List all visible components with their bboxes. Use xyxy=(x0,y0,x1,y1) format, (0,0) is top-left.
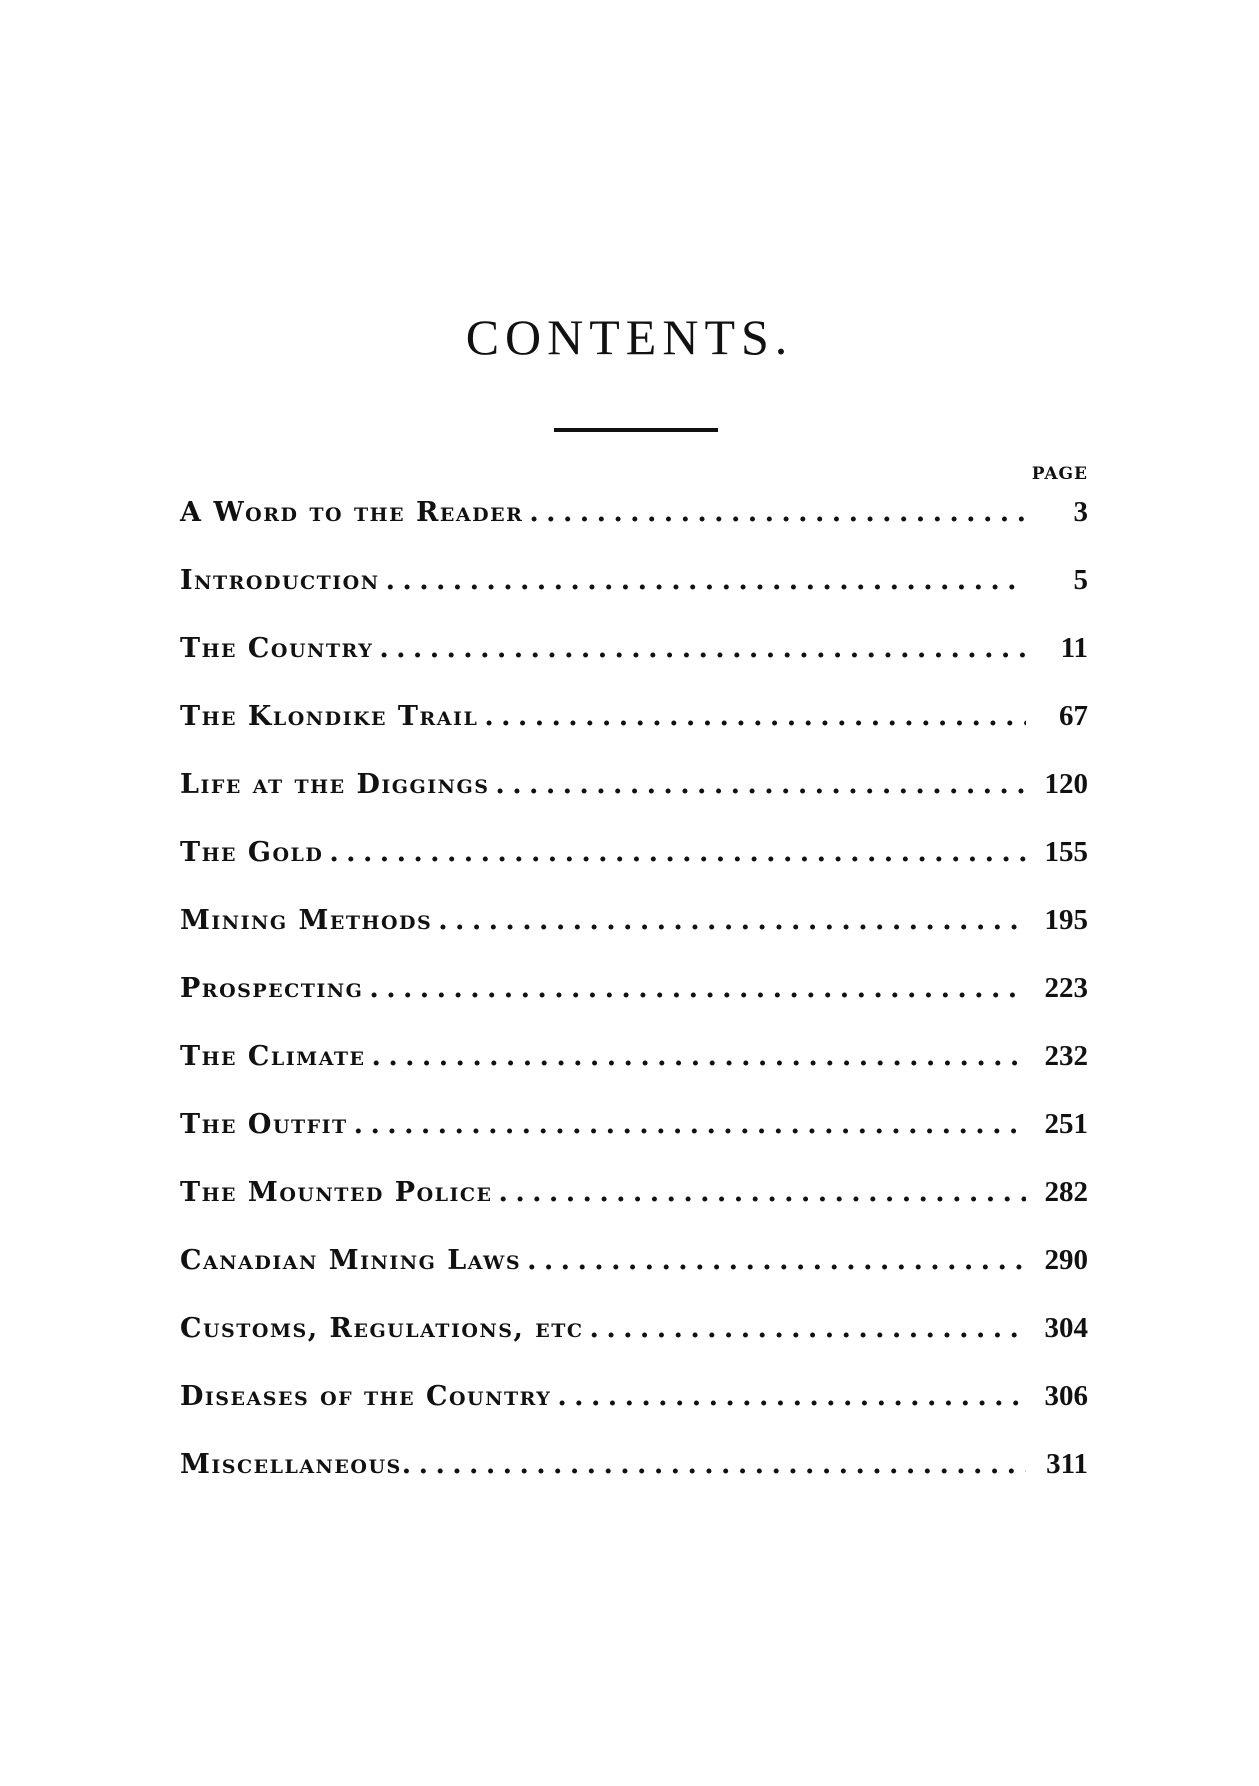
toc-entry[interactable] xyxy=(180,614,1088,682)
toc-leader-dots xyxy=(369,973,1026,1004)
toc-entry[interactable] xyxy=(180,1158,1088,1226)
toc-entry[interactable] xyxy=(180,954,1088,1022)
toc-leader-dots xyxy=(495,769,1026,800)
toc-leader-dots xyxy=(527,1245,1026,1276)
toc-leader-dots xyxy=(529,497,1026,528)
toc-leader-dots xyxy=(386,565,1026,596)
toc-entry-title: A Word to the Reader xyxy=(180,496,524,528)
toc-entry-page: 155 xyxy=(1044,835,1088,868)
toc-entry-title: The Climate xyxy=(180,1040,366,1072)
toc-entry-title: Life at the Diggings xyxy=(180,768,490,800)
toc-entry-title: The Gold xyxy=(180,836,324,868)
toc-entry-page: 223 xyxy=(1044,971,1088,1004)
toc-leader-dots xyxy=(557,1381,1026,1412)
title-rule xyxy=(554,428,718,432)
toc-entry[interactable] xyxy=(180,1430,1088,1498)
toc-entry-title: The Mounted Police xyxy=(180,1176,493,1208)
toc-leader-dots xyxy=(590,1313,1026,1344)
toc-entry[interactable] xyxy=(180,546,1088,614)
toc-entry[interactable] xyxy=(180,682,1088,750)
toc-entry-title: Canadian Mining Laws xyxy=(180,1244,522,1276)
toc-entry-page: 5 xyxy=(1073,563,1088,596)
toc-entry-title: The Outfit xyxy=(180,1108,348,1140)
toc-entry-page: 304 xyxy=(1044,1311,1088,1344)
toc-entry-page: 306 xyxy=(1044,1379,1088,1412)
toc-entry-title: Mining Methods xyxy=(180,904,433,936)
toc-entry-page: 251 xyxy=(1044,1107,1088,1140)
toc-leader-dots xyxy=(329,837,1026,868)
toc-entry-title: Introduction xyxy=(180,564,380,596)
toc-entry-page: 67 xyxy=(1059,699,1088,732)
toc-leader-dots xyxy=(438,905,1026,936)
toc-leader-dots xyxy=(499,1177,1026,1208)
toc-leader-dots xyxy=(372,1041,1026,1072)
toc-entry[interactable] xyxy=(180,478,1088,546)
toc-entry[interactable] xyxy=(180,1294,1088,1362)
toc-entry-page: 195 xyxy=(1044,903,1088,936)
toc-entry-title: Prospecting xyxy=(180,972,364,1004)
toc-entry-page: 290 xyxy=(1044,1243,1088,1276)
toc-entry-page: 120 xyxy=(1044,767,1088,800)
toc-entry[interactable] xyxy=(180,1226,1088,1294)
toc-entry-page: 232 xyxy=(1044,1039,1088,1072)
toc-entry[interactable] xyxy=(180,886,1088,954)
toc-entry[interactable] xyxy=(180,818,1088,886)
page-title: CONTENTS. xyxy=(465,309,794,365)
toc-leader-dots xyxy=(354,1109,1026,1140)
toc-leader-dots xyxy=(419,1449,1026,1480)
toc-entry-title: Miscellaneous. xyxy=(180,1448,413,1480)
toc-entry[interactable] xyxy=(180,1362,1088,1430)
toc-entry-title: The Klondike Trail xyxy=(180,700,479,732)
page-column-label: PAGE xyxy=(1031,464,1088,484)
toc-entry-page: 3 xyxy=(1073,495,1088,528)
toc-entry-title: Customs, Regulations, etc xyxy=(180,1312,584,1344)
toc-entry[interactable] xyxy=(180,750,1088,818)
table-of-contents xyxy=(180,478,1088,1498)
toc-leader-dots xyxy=(379,633,1026,664)
toc-entry-title: The Country xyxy=(180,632,374,664)
toc-entry[interactable] xyxy=(180,1090,1088,1158)
toc-leader-dots xyxy=(484,701,1026,732)
toc-entry-title: Diseases of the Country xyxy=(180,1380,552,1412)
toc-entry[interactable] xyxy=(180,1022,1088,1090)
toc-entry-page: 11 xyxy=(1060,631,1088,664)
toc-entry-page: 282 xyxy=(1044,1175,1088,1208)
toc-entry-page: 311 xyxy=(1046,1447,1088,1480)
